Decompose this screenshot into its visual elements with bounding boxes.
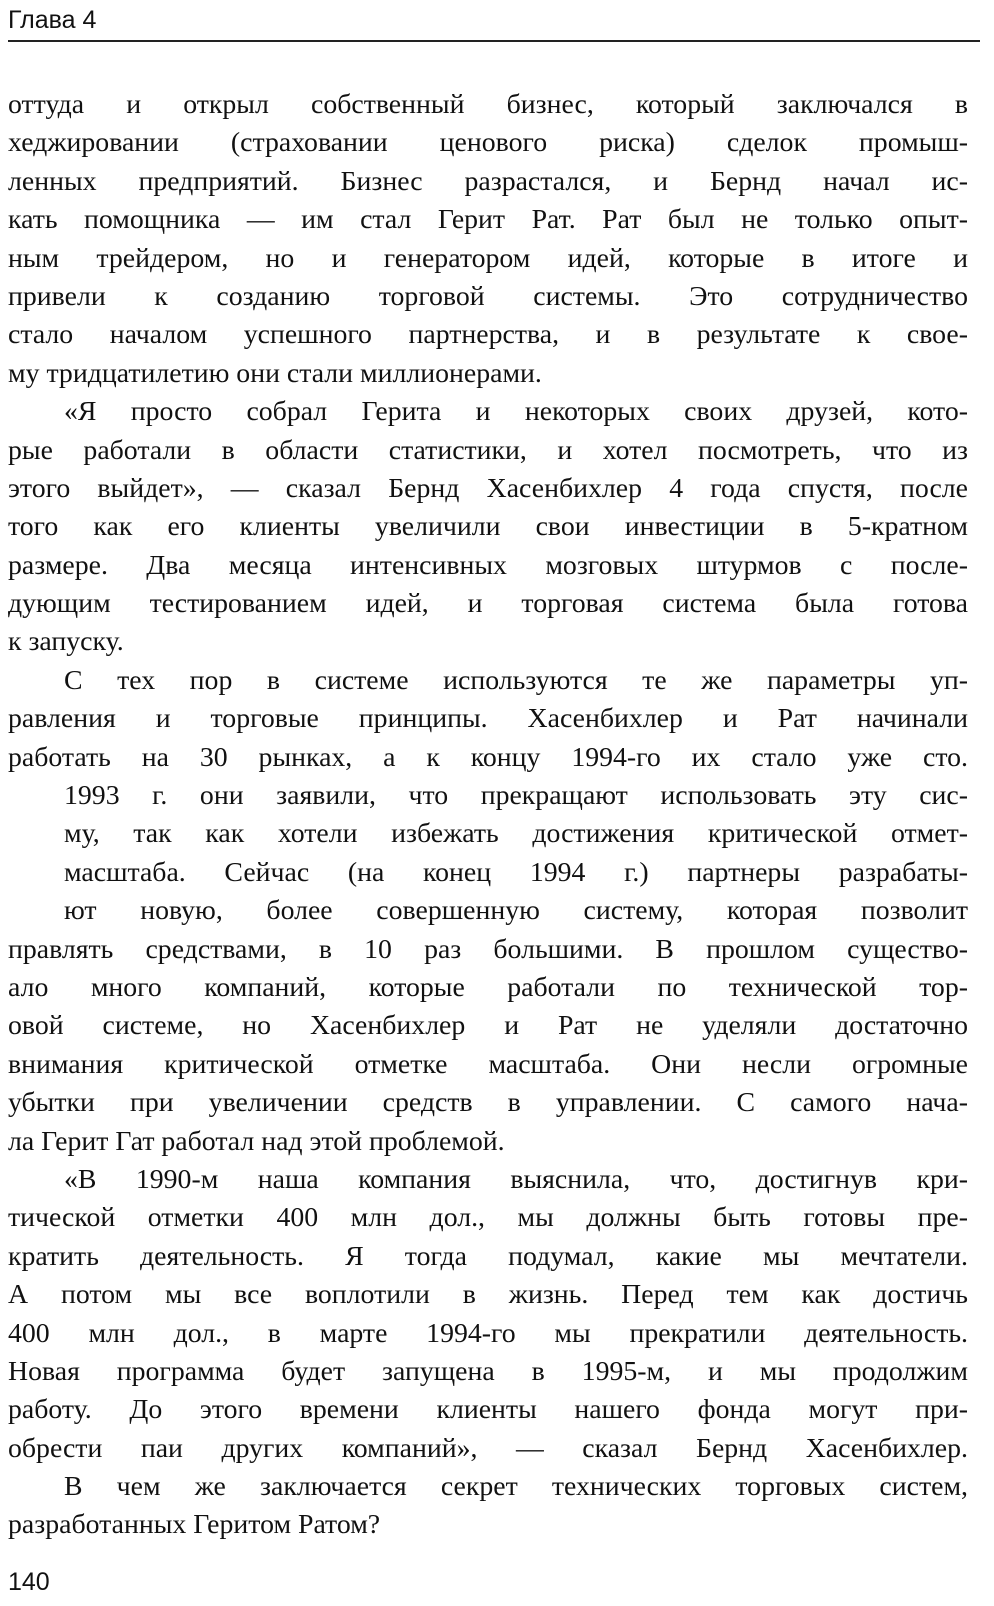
text-line: к запуску. xyxy=(8,626,124,658)
text-line: масштаба. Сейчас (на конец 1994 г.) партнеры разрабаты- xyxy=(64,856,968,888)
text-line: убытки при увеличении средств в управлении. С самого нача- xyxy=(8,1087,968,1119)
text-line: А потом мы все воплотили в жизнь. Перед тем как достичь xyxy=(8,1279,968,1311)
text-line: му, так как хотели избежать достижения критической отмет- xyxy=(64,818,968,850)
text-line: овой системе, но Хасенбихлер и Рат не уделяли достаточно xyxy=(8,1010,968,1042)
text-line: кать помощника — им стал Герит Рат. Рат был не только опыт- xyxy=(8,204,968,236)
body-text xyxy=(8,86,968,1545)
text-line: 400 млн дол., в марте 1994-го мы прекратили деятельность. xyxy=(8,1317,968,1349)
text-line: привели к созданию торговой системы. Это сотрудничество xyxy=(8,280,968,312)
text-line: размере. Два месяца интенсивных мозговых штурмов с после- xyxy=(8,549,968,581)
text-line: «Я просто собрал Герита и некоторых своих друзей, кото- xyxy=(64,396,968,428)
text-line: ало много компаний, которые работали по технической тор- xyxy=(8,971,968,1003)
text-line: обрести паи других компаний», — сказал Бернд Хасенбихлер. xyxy=(8,1432,968,1464)
text-line: дующим тестированием идей, и торговая система была готова xyxy=(8,588,968,620)
text-line: стало началом успешного партнерства, и в результате к свое- xyxy=(8,319,968,351)
text-line: рые работали в области статистики, и хотел посмотреть, что из xyxy=(8,434,968,466)
text-line: правлять средствами, в 10 раз большими. В прошлом существо- xyxy=(8,933,968,965)
text-line: работать на 30 рынках, а к концу 1994-го их стало уже сто. xyxy=(8,741,968,773)
page-number: 140 xyxy=(8,1568,50,1596)
text-line: С тех пор в системе используются те же параметры уп- xyxy=(64,664,968,696)
text-line: 1993 г. они заявили, что прекращают использовать эту сис- xyxy=(64,780,968,812)
text-line: ют новую, более совершенную систему, которая позволит xyxy=(64,895,968,927)
running-header xyxy=(8,4,980,42)
text-line: «В 1990-м наша компания выяснила, что, достигнув кри- xyxy=(64,1163,968,1195)
text-line: тической отметки 400 млн дол., мы должны быть готовы пре- xyxy=(8,1202,968,1234)
text-line: ным трейдером, но и генератором идей, которые в итоге и xyxy=(8,242,968,274)
text-line: му тридцатилетию они стали миллионерами. xyxy=(8,357,542,389)
text-line: разработанных Геритом Ратом? xyxy=(8,1509,381,1541)
text-line: Новая программа будет запущена в 1995-м, и мы продолжим xyxy=(8,1355,968,1387)
chapter-title: Глава 4 xyxy=(8,6,97,34)
text-line: ленных предприятий. Бизнес разрастался, и Бернд начал ис- xyxy=(8,165,968,197)
text-line: кратить деятельность. Я тогда подумал, какие мы мечтатели. xyxy=(8,1240,968,1272)
text-line: ла Герит Гат работал над этой проблемой. xyxy=(8,1125,505,1157)
text-line: работу. До этого времени клиенты нашего фонда могут при- xyxy=(8,1394,968,1426)
text-line: этого выйдет», — сказал Бернд Хасенбихлер 4 года спустя, после xyxy=(8,472,968,504)
text-line: внимания критической отметке масштаба. Они несли огромные xyxy=(8,1048,968,1080)
text-line: оттуда и открыл собственный бизнес, который заключался в xyxy=(8,89,968,120)
text-line: равления и торговые принципы. Хасенбихлер и Рат начинали xyxy=(8,703,968,735)
text-line: того как его клиенты увеличили свои инвестиции в 5-кратном xyxy=(8,511,968,543)
text-line: хеджировании (страховании ценового риска) сделок промыш- xyxy=(8,127,968,159)
text-line: В чем же заключается секрет технических торговых систем, xyxy=(64,1471,968,1503)
